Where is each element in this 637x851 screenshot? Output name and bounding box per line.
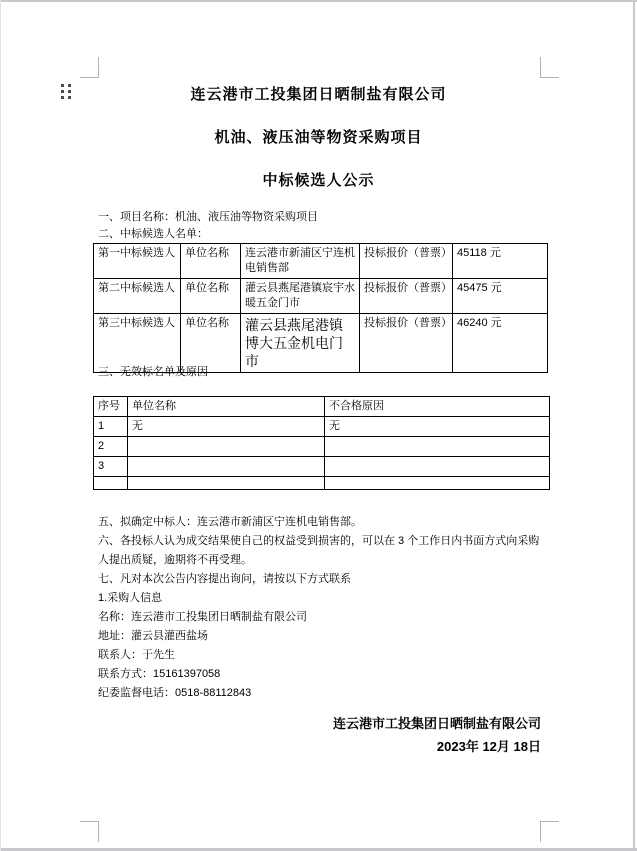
purchaser-name: 名称：连云港市工投集团日晒制盐有限公司 bbox=[98, 611, 307, 623]
invalid-bids-table bbox=[93, 396, 550, 490]
company-title: 连云港市工投集团日晒制盐有限公司 bbox=[190, 86, 447, 103]
unit-name-cell: 灌云县燕尾港镇宸宇水暖五金门市 bbox=[241, 279, 360, 314]
notes-block bbox=[98, 513, 544, 703]
supervision-phone: 纪委监督电话：0518-88112843 bbox=[98, 687, 252, 699]
candidates-table bbox=[93, 243, 548, 373]
table-header-row bbox=[94, 397, 550, 417]
unit-cell: 无 bbox=[128, 417, 325, 437]
unit-cell bbox=[128, 457, 325, 477]
section-2-candidates-heading: 二、中标候选人名单： bbox=[98, 228, 208, 240]
signature-block bbox=[98, 712, 541, 758]
unit-label-cell: 单位名称 bbox=[181, 279, 241, 314]
footer-company: 连云港市工投集团日晒制盐有限公司 bbox=[332, 716, 541, 731]
section-7-contact-intro: 七、凡对本次公告内容提出询问，请按以下方式联系 bbox=[98, 573, 351, 585]
index-cell: 1 bbox=[94, 417, 128, 437]
header-index: 序号 bbox=[94, 397, 128, 417]
announcement-title: 中标候选人公示 bbox=[262, 172, 375, 189]
table-row bbox=[94, 314, 548, 373]
unit-name-cell: 连云港市新浦区宁连机电销售部 bbox=[241, 244, 360, 279]
reason-cell bbox=[325, 437, 550, 457]
price-cell: 46240 元 bbox=[453, 314, 548, 373]
unit-cell bbox=[128, 477, 325, 490]
crop-mark-bottom-left-icon bbox=[80, 821, 99, 842]
reason-cell bbox=[325, 457, 550, 477]
table-row bbox=[94, 244, 548, 279]
table-row bbox=[94, 417, 550, 437]
section-3-invalid-heading: 三、无效标名单及原因 bbox=[98, 366, 208, 378]
unit-cell bbox=[128, 437, 325, 457]
footer-date: 2023年 12月 18日 bbox=[436, 739, 541, 754]
unit-label-cell: 单位名称 bbox=[181, 314, 241, 373]
unit-label-cell: 单位名称 bbox=[181, 244, 241, 279]
section-1-project-name: 一、项目名称：机油、液压油等物资采购项目 bbox=[98, 211, 318, 223]
index-cell: 3 bbox=[94, 457, 128, 477]
purchaser-info-heading: 1.采购人信息 bbox=[98, 592, 163, 604]
rank-cell: 第二中标候选人 bbox=[94, 279, 181, 314]
index-cell bbox=[94, 477, 128, 490]
rank-cell: 第一中标候选人 bbox=[94, 244, 181, 279]
price-label-cell: 投标报价（普票） bbox=[360, 314, 453, 373]
index-cell: 2 bbox=[94, 437, 128, 457]
unit-name-cell: 灌云县燕尾港镇博大五金机电门市 bbox=[241, 314, 360, 373]
document-header bbox=[0, 86, 637, 215]
project-title: 机油、液压油等物资采购项目 bbox=[214, 129, 423, 146]
rank-cell: 第三中标候选人 bbox=[94, 314, 181, 373]
purchaser-address: 地址：灌云县灌西盐场 bbox=[98, 630, 208, 642]
section-6-objection: 六、各投标人认为成交结果使自己的权益受到损害的，可以在 3 个工作日内书面方式向采购人提出质疑，逾期将不再受理。 bbox=[98, 535, 540, 566]
crop-mark-top-left-icon bbox=[80, 57, 99, 78]
purchaser-contact-person: 联系人：于先生 bbox=[98, 649, 175, 661]
price-cell: 45118 元 bbox=[453, 244, 548, 279]
section-5-winner: 五、拟确定中标人：连云港市新浦区宁连机电销售部。 bbox=[98, 516, 362, 528]
header-unit-name: 单位名称 bbox=[128, 397, 325, 417]
crop-mark-bottom-right-icon bbox=[540, 821, 559, 842]
crop-mark-top-right-icon bbox=[540, 57, 559, 78]
header-reason: 不合格原因 bbox=[325, 397, 550, 417]
price-label-cell: 投标报价（普票） bbox=[360, 279, 453, 314]
price-cell: 45475 元 bbox=[453, 279, 548, 314]
table-row bbox=[94, 457, 550, 477]
purchaser-phone: 联系方式：15161397058 bbox=[98, 668, 221, 680]
page-edge-top bbox=[0, 0, 637, 2]
table-row bbox=[94, 279, 548, 314]
table-row bbox=[94, 477, 550, 490]
reason-cell: 无 bbox=[325, 417, 550, 437]
price-label-cell: 投标报价（普票） bbox=[360, 244, 453, 279]
reason-cell bbox=[325, 477, 550, 490]
table-row bbox=[94, 437, 550, 457]
